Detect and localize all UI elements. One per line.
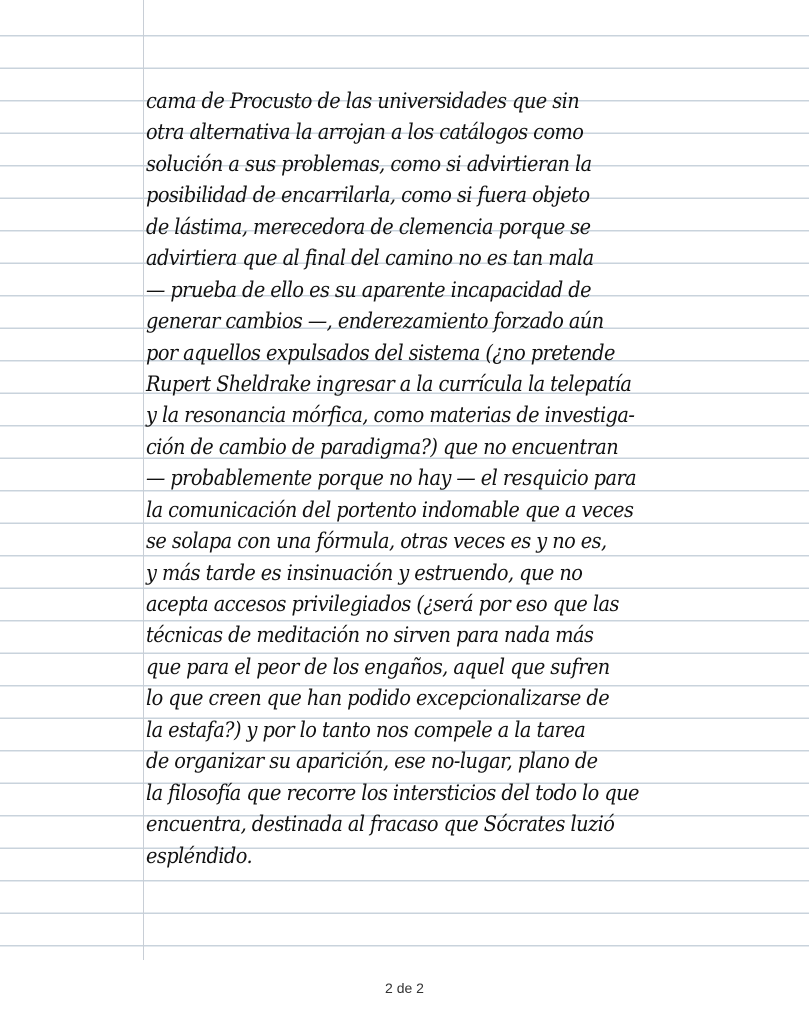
text-line: otra alternativa la arrojan a los catálogos como [146,120,584,145]
text-line: lo que creen que han podido excepcionalizarse de [146,686,610,711]
text-line: la filosofía que recorre los intersticios del todo lo que [146,780,639,805]
text-line: posibilidad de encarrilarla, como si fuera objeto [146,183,590,208]
text-line: la comunicación del portento indomable que a veces [146,497,634,522]
text-line: Rupert Sheldrake ingresar a la currícula la telepatía [146,371,632,396]
handwritten-text [146,86,786,872]
text-line: espléndido. [146,843,253,868]
page-footer [0,960,809,1024]
text-line: por aquellos expulsados del sistema (¿no pretende [146,340,615,365]
text-line: y la resonancia mórfica, como materias de investiga- [146,403,635,428]
text-line: técnicas de meditación no sirven para nada más [146,623,594,648]
text-line: solución a sus problemas, como si advirtieran la [146,151,592,176]
text-line: y más tarde es insinuación y estruendo, que no [146,560,583,585]
text-line: de organizar su aparición, ese no-lugar, plano de [146,749,598,774]
text-line: cama de Procusto de las universidades que sin [146,89,580,113]
text-line: se solapa con una fórmula, otras veces es y no es, [146,529,607,554]
margin-line [143,0,144,960]
page-indicator: 2 de 2 [385,980,424,996]
text-line: — prueba de ello es su aparente incapacidad de [146,277,591,302]
text-line: — probablemente porque no hay — el resquicio para [146,466,637,491]
text-line: la estafa?) y por lo tanto nos compele a la tarea [146,717,586,742]
text-line: que para el peor de los engaños, aquel que sufren [146,654,610,679]
text-line: acepta accesos privilegiados (¿será por eso que las [146,592,619,616]
text-line: ción de cambio de paradigma?) que no encuentran [146,434,619,459]
text-line: advirtiera que al final del camino no es tan mala [146,246,594,271]
text-line: generar cambios —, enderezamiento forzado aún [146,309,604,334]
text-line: encuentra, destinada al fracaso que Sócrates luzió [146,812,615,837]
text-line: de lástima, merecedora de clemencia porque se [146,214,591,239]
